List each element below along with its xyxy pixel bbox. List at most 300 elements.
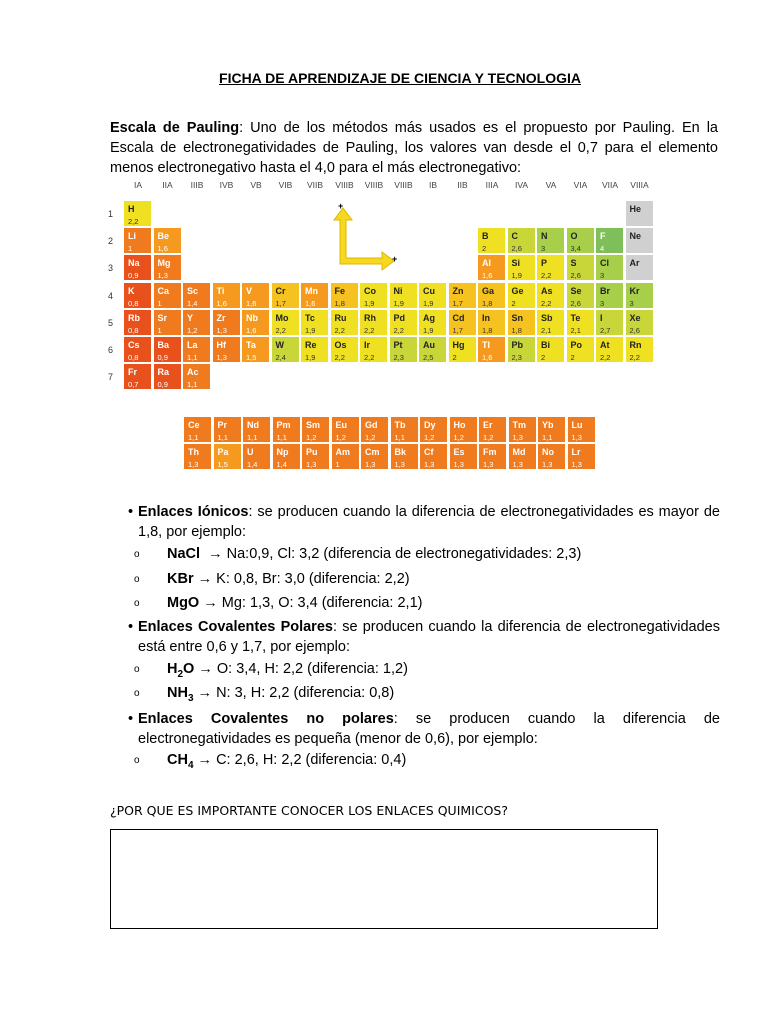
example-text: → O: 3,4, H: 2,2 (diferencia: 1,2) (198, 661, 408, 677)
element-dy (419, 416, 448, 443)
element-symbol: Mo (275, 312, 289, 323)
element-hg (448, 336, 477, 363)
element-hf (212, 336, 241, 363)
element-symbol: Tc (305, 312, 315, 323)
element-symbol: P (541, 258, 548, 269)
element-symbol: Po (570, 340, 583, 350)
element-symbol: Ga (482, 285, 495, 296)
element-symbol: C (511, 231, 518, 242)
element-la (182, 336, 211, 363)
element-symbol: Dy (424, 420, 436, 430)
formula: H (167, 661, 178, 677)
element-symbol: Ti (216, 285, 225, 296)
element-electronegativity: 2,2 (393, 325, 404, 335)
element-electronegativity: 0,8 (128, 353, 139, 362)
element-electronegativity: 1,5 (217, 460, 228, 470)
element-symbol: Eu (335, 420, 348, 430)
element-electronegativity: 1,3 (453, 460, 464, 470)
element-electronegativity: 2,1 (541, 325, 552, 335)
element-symbol: Ba (157, 340, 170, 350)
bullet: • (128, 504, 134, 520)
element-lr (567, 443, 596, 470)
element-mg (153, 254, 182, 281)
element-symbol: Ne (629, 231, 642, 242)
element-symbol: Pr (217, 420, 228, 430)
group-label: VIIIB (335, 180, 354, 190)
element-electronegativity: 1,3 (306, 460, 317, 470)
element-electronegativity: 4 (600, 244, 605, 254)
element-au (418, 336, 447, 363)
intro-text: : Uno de los métodos más usados es el propuesto por Pauling. En la Escala de electronegatividades de Pauling, los valores van desde el 0,7 para el elemento menos electronegativo hasta el 4,0 para el más electronegativo: (110, 120, 718, 176)
sub-bullet: o (134, 598, 140, 609)
element-electronegativity: 1,5 (246, 353, 257, 362)
element-eu (331, 416, 360, 443)
element-ti (212, 282, 241, 309)
element-symbol: Ta (246, 340, 256, 350)
element-cr (271, 282, 300, 309)
element-electronegativity: 1,3 (216, 325, 227, 335)
element-bk (390, 443, 419, 470)
element-electronegativity: 2,6 (629, 325, 640, 335)
sub-bullet: o (134, 549, 140, 560)
period-label: 3 (108, 263, 114, 274)
element-electronegativity: 2,3 (511, 353, 522, 362)
element-symbol: La (187, 340, 198, 350)
element-symbol: Hg (452, 340, 465, 350)
element-electronegativity: 2,2 (364, 325, 375, 335)
element-symbol: Sb (541, 312, 553, 323)
element-symbol: Pb (511, 340, 524, 350)
element-o (566, 227, 595, 254)
element-symbol: Hf (216, 340, 226, 350)
element-symbol: Th (188, 447, 199, 458)
intro-term: Escala de Pauling (110, 120, 240, 136)
ionic-text: : se producen cuando la diferencia de electronegatividades es mayor de 1,8, por ejemplo: (138, 504, 720, 540)
element-kr (625, 282, 654, 309)
element-electronegativity: 1,3 (216, 353, 227, 362)
element-symbol: Ac (187, 367, 199, 378)
element-sc (182, 282, 211, 309)
element-electronegativity: 1,9 (393, 298, 404, 308)
element-symbol: S (570, 258, 577, 269)
element-nd (242, 416, 271, 443)
element-electronegativity: 1,6 (482, 353, 493, 362)
example-text: → Na:0,9, Cl: 3,2 (diferencia de electronegatividades: 2,3) (208, 546, 582, 562)
element-electronegativity: 1,9 (364, 298, 375, 308)
element-electronegativity: 2,2 (334, 325, 345, 335)
element-i (595, 309, 624, 336)
group-label: VIB (278, 180, 293, 190)
element-electronegativity: 1,2 (187, 325, 198, 335)
element-symbol: He (629, 204, 642, 214)
element-symbol: No (542, 447, 554, 458)
element-electronegativity: 3 (600, 271, 605, 281)
element-rn (625, 336, 654, 363)
element-symbol: I (600, 312, 603, 323)
element-electronegativity: 2,2 (541, 271, 552, 281)
element-pm (272, 416, 301, 443)
element-electronegativity: 3,4 (570, 244, 581, 254)
element-w (271, 336, 300, 363)
element-li (123, 227, 152, 254)
group-label: VA (545, 180, 557, 190)
element-symbol: As (541, 285, 553, 296)
sub-bullet: o (134, 688, 140, 699)
element-symbol: Os (334, 340, 347, 350)
element-electronegativity: 1,3 (542, 460, 553, 470)
element-electronegativity: 2,6 (570, 271, 581, 281)
element-electronegativity: 1,9 (423, 325, 434, 335)
nonpolar-example-1 (134, 752, 407, 771)
element-electronegativity: 1,2 (365, 433, 376, 442)
formula: MgO (167, 595, 200, 611)
element-bi (536, 336, 565, 363)
element-y (182, 309, 211, 336)
element-tl (477, 336, 506, 363)
element-at (595, 336, 624, 363)
element-mn (300, 282, 329, 309)
element-cl (595, 254, 624, 281)
element-symbol: Ag (423, 312, 435, 323)
element-electronegativity: 1,2 (424, 433, 435, 442)
element-electronegativity: 1,1 (217, 433, 228, 442)
element-ba (153, 336, 182, 363)
element-electronegativity: 1,1 (542, 433, 553, 442)
element-te (566, 309, 595, 336)
element-electronegativity: 1,8 (511, 325, 522, 335)
group-label: IVB (219, 180, 234, 190)
element-symbol: Sc (187, 285, 199, 296)
element-sb (536, 309, 565, 336)
element-electronegativity: 1,8 (482, 298, 493, 308)
element-b (477, 227, 506, 254)
element-tc (300, 309, 329, 336)
element-symbol: Fm (483, 447, 497, 458)
element-symbol: At (600, 340, 610, 350)
element-c (507, 227, 536, 254)
element-electronegativity: 1,4 (247, 460, 258, 470)
element-s (566, 254, 595, 281)
element-md (508, 443, 537, 470)
element-symbol: Mg (157, 258, 171, 269)
element-electronegativity: 1,3 (157, 271, 168, 281)
element-ga (477, 282, 506, 309)
element-lu (567, 416, 596, 443)
element-symbol: B (482, 231, 489, 242)
bullet: • (128, 711, 134, 727)
element-np (272, 443, 301, 470)
element-xe (625, 309, 654, 336)
element-symbol: Si (511, 258, 521, 269)
element-symbol: Zn (452, 285, 464, 296)
element-electronegativity: 2,2 (629, 353, 640, 362)
element-electronegativity: 0,9 (157, 353, 168, 362)
element-electronegativity: 2 (570, 353, 575, 362)
element-symbol: Tl (482, 340, 490, 350)
element-symbol: Cs (128, 340, 140, 350)
polar-example-2 (134, 685, 395, 704)
element-br (595, 282, 624, 309)
element-f (595, 227, 624, 254)
element-symbol: Sm (306, 420, 321, 430)
question: ¿POR QUE ES IMPORTANTE CONOCER LOS ENLACES QUIMICOS? (110, 803, 508, 818)
formula: NH (167, 685, 188, 701)
page-title: FICHA DE APRENDIZAJE DE CIENCIA Y TECNOLOGIA (219, 70, 581, 86)
element-electronegativity: 2,1 (570, 325, 581, 335)
element-symbol: Cd (452, 312, 465, 323)
element-al (477, 254, 506, 281)
element-symbol: Ca (157, 285, 170, 296)
element-ne (625, 227, 654, 254)
element-symbol: K (128, 285, 135, 296)
element-ta (241, 336, 270, 363)
element-symbol: W (275, 340, 284, 350)
element-symbol: Ru (334, 312, 347, 323)
element-electronegativity: 2,2 (364, 353, 375, 362)
element-electronegativity: 3 (629, 298, 634, 308)
period-label: 6 (108, 345, 114, 355)
element-electronegativity: 3 (600, 298, 605, 308)
element-electronegativity: 2,2 (275, 325, 286, 335)
answer-box[interactable] (110, 829, 658, 929)
element-ra (153, 363, 182, 390)
element-symbol: Es (453, 447, 465, 458)
element-symbol: Lr (571, 447, 581, 458)
element-h (123, 200, 152, 227)
element-sr (153, 309, 182, 336)
element-cf (419, 443, 448, 470)
element-electronegativity: 1,8 (482, 325, 493, 335)
element-symbol: Tm (512, 420, 526, 430)
element-symbol: Be (157, 231, 170, 242)
polar-section (128, 617, 720, 657)
group-label: VIIIA (630, 180, 649, 190)
element-as (536, 282, 565, 309)
element-electronegativity: 1,9 (305, 353, 316, 362)
element-electronegativity: 1,3 (424, 460, 435, 470)
group-label: VIA (573, 180, 588, 190)
element-electronegativity: 1,3 (394, 460, 405, 470)
sub-bullet: o (134, 664, 140, 675)
element-electronegativity: 1,7 (452, 325, 463, 335)
element-symbol: Li (128, 231, 136, 242)
element-he (625, 200, 654, 227)
formula-subscript: 2 (177, 668, 184, 680)
element-electronegativity: 1,1 (188, 433, 199, 442)
element-cs (123, 336, 152, 363)
group-label: IA (133, 180, 143, 190)
element-symbol: Sn (511, 312, 524, 323)
element-electronegativity: 1 (157, 325, 162, 335)
element-symbol: Am (335, 447, 351, 458)
element-si (507, 254, 536, 281)
element-in (477, 309, 506, 336)
element-symbol: Y (187, 312, 194, 323)
element-fm (478, 443, 507, 470)
period-label: 7 (108, 372, 114, 383)
sub-bullet: o (134, 574, 140, 585)
element-symbol: Se (570, 285, 582, 296)
element-symbol: Cf (424, 447, 434, 458)
element-p (536, 254, 565, 281)
element-symbol: Md (512, 447, 526, 458)
element-electronegativity: 1,9 (511, 271, 522, 281)
element-electronegativity: 1,6 (482, 271, 493, 281)
element-rb (123, 309, 152, 336)
element-co (359, 282, 388, 309)
element-symbol: Gd (365, 420, 378, 430)
element-symbol: Pt (393, 340, 403, 350)
element-electronegativity: 1,9 (305, 325, 316, 335)
element-k (123, 282, 152, 309)
element-electronegativity: 2 (541, 353, 546, 362)
group-label: VIIIB (394, 180, 413, 190)
element-symbol: Cr (275, 285, 286, 296)
element-symbol: Ar (629, 258, 640, 269)
ionic-section (128, 502, 720, 542)
element-electronegativity: 2,2 (334, 353, 345, 362)
element-symbol: Na (128, 258, 140, 269)
group-label: IIIA (485, 180, 499, 190)
formula: KBr (167, 571, 194, 587)
element-electronegativity: 1,2 (483, 433, 494, 442)
element-symbol: Mn (305, 285, 318, 296)
element-symbol: V (246, 285, 253, 296)
element-electronegativity: 0,8 (128, 325, 139, 335)
element-se (566, 282, 595, 309)
element-symbol: Lu (571, 420, 583, 430)
example-text: → K: 0,8, Br: 3,0 (diferencia: 2,2) (197, 571, 410, 587)
element-electronegativity: 2 (511, 298, 516, 308)
element-electronegativity: 1,1 (276, 433, 287, 442)
element-es (449, 443, 478, 470)
element-symbol: Pu (306, 447, 318, 458)
element-symbol: F (600, 231, 606, 242)
bullet: • (128, 619, 134, 635)
element-cd (448, 309, 477, 336)
element-symbol: Rb (128, 312, 140, 323)
element-symbol: Xe (629, 312, 641, 323)
element-electronegativity: 2,3 (393, 353, 404, 362)
element-symbol: Re (305, 340, 317, 350)
element-symbol: Cm (365, 447, 380, 458)
element-v (241, 282, 270, 309)
element-symbol: Cl (600, 258, 609, 269)
element-symbol: Ce (188, 420, 200, 430)
element-symbol: In (482, 312, 490, 323)
period-label: 5 (108, 317, 114, 328)
element-symbol: N (541, 231, 548, 242)
element-electronegativity: 1,2 (335, 433, 346, 442)
element-electronegativity: 1,4 (187, 298, 198, 308)
sub-bullet: o (134, 755, 140, 766)
arrow-plus-top: + (338, 201, 344, 211)
element-os (330, 336, 359, 363)
element-pa (213, 443, 242, 470)
element-cm (360, 443, 389, 470)
element-symbol: Cu (423, 285, 435, 296)
group-label: IVA (514, 180, 529, 190)
element-symbol: Pa (217, 447, 229, 458)
nonpolar-text: : se producen cuando la diferencia de electronegatividades es pequeña (menor de 0,6), por ejemplo: (138, 711, 720, 747)
element-nb (241, 309, 270, 336)
element-electronegativity: 1,1 (247, 433, 258, 442)
element-symbol: Fr (128, 367, 137, 378)
element-symbol: Ra (157, 367, 170, 378)
group-label: VIIA (601, 180, 619, 190)
example-text: → Mg: 1,3, O: 3,4 (diferencia: 2,1) (203, 595, 423, 611)
element-electronegativity: 2,7 (600, 325, 611, 335)
element-electronegativity: 0,7 (128, 380, 139, 390)
element-symbol: Np (276, 447, 289, 458)
element-symbol: Zr (216, 312, 226, 323)
element-electronegativity: 1,2 (306, 433, 317, 442)
element-ru (330, 309, 359, 336)
element-symbol: Nb (246, 312, 258, 323)
element-symbol: Fe (334, 285, 346, 296)
ionic-example-1 (134, 546, 582, 562)
polar-term: Enlaces Covalentes Polares (138, 619, 333, 635)
element-ar (625, 254, 654, 281)
example-text: → C: 2,6, H: 2,2 (diferencia: 0,4) (197, 752, 407, 768)
period-label: 2 (108, 236, 114, 247)
element-symbol: Pm (276, 420, 291, 430)
element-symbol: Te (570, 312, 581, 323)
element-ni (389, 282, 418, 309)
element-be (153, 227, 182, 254)
element-electronegativity: 0,9 (157, 380, 168, 390)
element-electronegativity: 2,2 (600, 353, 611, 362)
formula-subscript: 4 (187, 759, 194, 771)
element-mo (271, 309, 300, 336)
element-electronegativity: 1,4 (276, 460, 287, 470)
element-th (183, 443, 212, 470)
group-label: IIIB (190, 180, 204, 190)
element-pb (507, 336, 536, 363)
element-electronegativity: 0,8 (128, 298, 139, 308)
element-symbol: Ho (453, 420, 466, 430)
group-label: VIIIB (364, 180, 384, 190)
ionic-example-2 (134, 571, 410, 587)
element-symbol: U (247, 447, 254, 458)
element-symbol: Kr (629, 285, 640, 296)
element-symbol: Co (364, 285, 376, 296)
element-gd (360, 416, 389, 443)
element-symbol: Nd (247, 420, 259, 430)
element-electronegativity: 1,6 (246, 325, 257, 335)
period-label: 4 (108, 290, 114, 301)
element-symbol: O (570, 231, 578, 242)
formula: NaCl (167, 546, 201, 562)
intro-paragraph (110, 118, 718, 178)
element-electronegativity: 2,2 (128, 217, 139, 226)
element-electronegativity: 2,6 (511, 244, 522, 254)
element-electronegativity: 3 (541, 244, 546, 254)
element-symbol: Er (483, 420, 493, 430)
element-electronegativity: 2,5 (423, 353, 434, 362)
group-label: IIB (457, 180, 468, 190)
element-ac (182, 363, 211, 390)
group-label: VIIB (306, 180, 324, 190)
group-label: VB (250, 180, 262, 190)
element-electronegativity: 1,9 (423, 298, 434, 308)
element-ho (449, 416, 478, 443)
element-electronegativity: 1,2 (453, 433, 464, 442)
element-electronegativity: 1,6 (216, 298, 227, 308)
element-electronegativity: 1,6 (246, 298, 257, 308)
element-symbol: Ir (364, 340, 371, 350)
element-pr (213, 416, 242, 443)
